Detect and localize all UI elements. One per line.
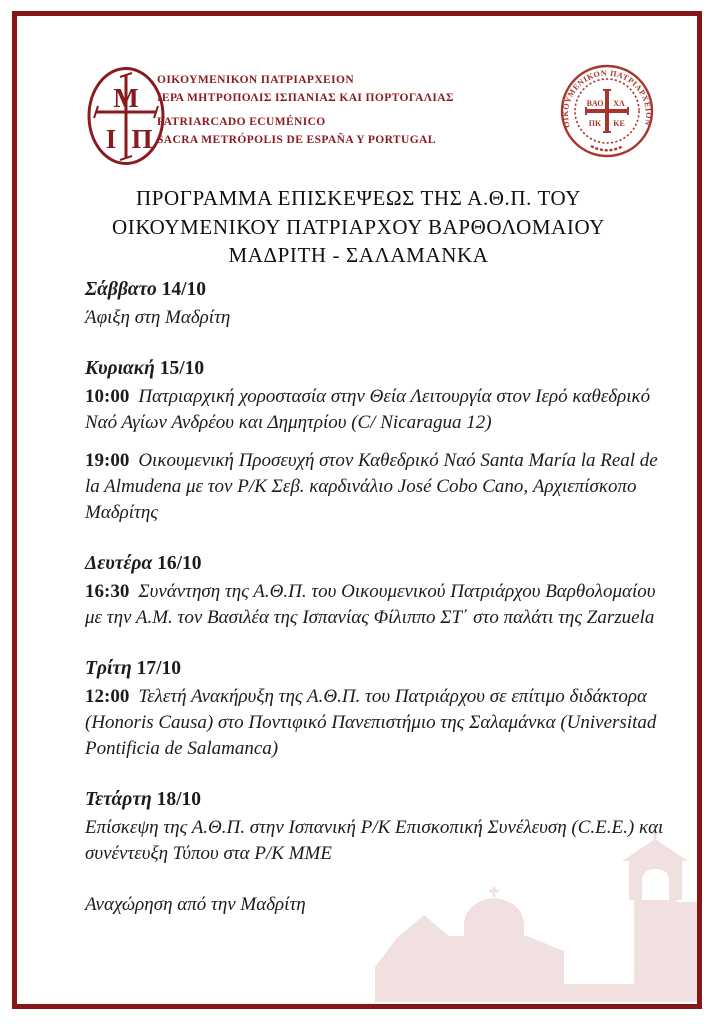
schedule-section-sunday <box>85 358 677 526</box>
entry-text: Συνάντηση της Α.Θ.Π. του Οικουμενικού Πατριάρχου Βαρθολομαίου με την Α.Μ. τον Βασιλέα της Ισπανίας Φίλιππο ΣΤ΄ στο παλάτι της Zarzuela <box>85 581 656 628</box>
metropolis-monogram-logo <box>85 65 167 167</box>
departure-note: Αναχώρηση από την Μαδρίτη <box>85 894 306 915</box>
seal-monogram-tr: ΧΛ <box>613 99 625 108</box>
entry-text: Επίσκεψη της Α.Θ.Π. στην Ισπανική Ρ/Κ Επισκοπική Συνέλευση (C.E.E.) και συνέντευξη Τύπου στα Ρ/Κ ΜΜΕ <box>85 817 664 864</box>
logo-letter-p: Π <box>131 124 153 154</box>
title-line-3: ΜΑΔΡΙΤΗ - ΣΑΛΑΜΑΝΚΑ <box>228 243 489 267</box>
seal-bottom-ornament <box>591 146 623 150</box>
seal-monogram-bl: ΠΚ <box>588 119 602 128</box>
entry-time: 19:00 <box>85 450 130 471</box>
schedule-section-monday <box>85 553 677 631</box>
schedule-entry <box>85 815 677 867</box>
day-header <box>85 789 677 811</box>
schedule-entry <box>85 384 677 436</box>
seal-monogram-tl: ΒΑΟ <box>586 99 604 108</box>
org-title-block <box>157 71 454 149</box>
logo-letter-m: Μ <box>113 83 139 113</box>
schedule-section-wednesday <box>85 789 677 867</box>
seal-ring-text: ΟΙΚΟΥΜΕΝΙΚΟΝ ΠΑΤΡΙΑΡΧΕΙΟΝ <box>560 68 654 129</box>
day-header <box>85 553 677 575</box>
entry-text: Τελετή Ανακήρυξη της Α.Θ.Π. του Πατριάρχου σε επίτιμο διδάκτορα (Honoris Causa) στο Ποντιφικό Πανεπιστήμιο της Σαλαμάνκα (Universitad Pontificia de Salamanca) <box>85 686 657 759</box>
day-name: Δευτέρα <box>85 553 153 574</box>
schedule-entry <box>85 305 677 331</box>
day-date: 16/10 <box>157 553 202 574</box>
schedule-entry <box>85 684 677 762</box>
entry-time: 16:30 <box>85 581 130 602</box>
patriarchate-seal <box>559 63 655 159</box>
day-header <box>85 279 677 301</box>
entry-text: Άφιξη στη Μαδρίτη <box>85 307 231 328</box>
page-content <box>17 17 700 1007</box>
day-header <box>85 658 677 680</box>
org-line-spanish-2: SACRA METRÓPOLIS DE ESPAÑA Y PORTUGAL <box>157 134 436 146</box>
day-date: 14/10 <box>161 279 207 300</box>
day-date: 15/10 <box>159 358 205 379</box>
schedule-entry <box>85 579 677 631</box>
org-line-spanish-1: PATRIARCADO ECUMÉNICO <box>157 116 326 128</box>
day-name: Τρίτη <box>85 658 132 679</box>
entry-text: Οικουμενική Προσευχή στον Καθεδρικό Ναό Santa María la Real de la Almudena με τον Ρ/Κ Σεβ. καρδινάλιο José Cobo Cano, Αρχιεπίσκοπο Μαδρίτης <box>85 450 658 523</box>
title-line-1: ΠΡΟΓΡΑΜΜΑ ΕΠΙΣΚΕΨΕΩΣ ΤΗΣ Α.Θ.Π. ΤΟΥ <box>135 186 582 210</box>
entry-time: 12:00 <box>85 686 130 707</box>
page-title <box>57 184 660 270</box>
logo-letter-i: Ι <box>105 124 117 154</box>
day-name: Κυριακή <box>85 358 155 379</box>
org-line-greek-1: ΟΙΚΟΥΜΕΝΙΚΟΝ ΠΑΤΡΙΑΡΧΕΙΟΝ <box>157 74 355 86</box>
entry-time: 10:00 <box>85 386 130 407</box>
entry-text: Πατριαρχική χοροστασία στην Θεία Λειτουργία στον Ιερό καθεδρικό Ναό Αγίων Ανδρέου και Δημητρίου (C/ Nicaragua 12) <box>85 386 651 433</box>
day-name: Τετάρτη <box>85 789 152 810</box>
visit-schedule <box>85 279 677 935</box>
seal-monogram-br: ΚΕ <box>613 119 625 128</box>
day-name: Σάββατο <box>85 279 157 300</box>
letterhead <box>85 63 655 169</box>
org-line-greek-2: ΙΕΡΑ ΜΗΤΡΟΠΟΛΙΣ ΙΣΠΑΝΙΑΣ ΚΑΙ ΠΟΡΤΟΓΑΛΙΑΣ <box>157 92 454 104</box>
title-line-2: ΟΙΚΟΥΜΕΝΙΚΟΥ ΠΑΤΡΙΑΡΧΟΥ ΒΑΡΘΟΛΟΜΑΙΟΥ <box>111 214 605 239</box>
schedule-entry <box>85 448 677 526</box>
day-date: 18/10 <box>156 789 202 810</box>
schedule-section-saturday <box>85 279 677 331</box>
day-date: 17/10 <box>136 658 182 679</box>
schedule-section-tuesday <box>85 658 677 762</box>
day-header <box>85 358 677 380</box>
